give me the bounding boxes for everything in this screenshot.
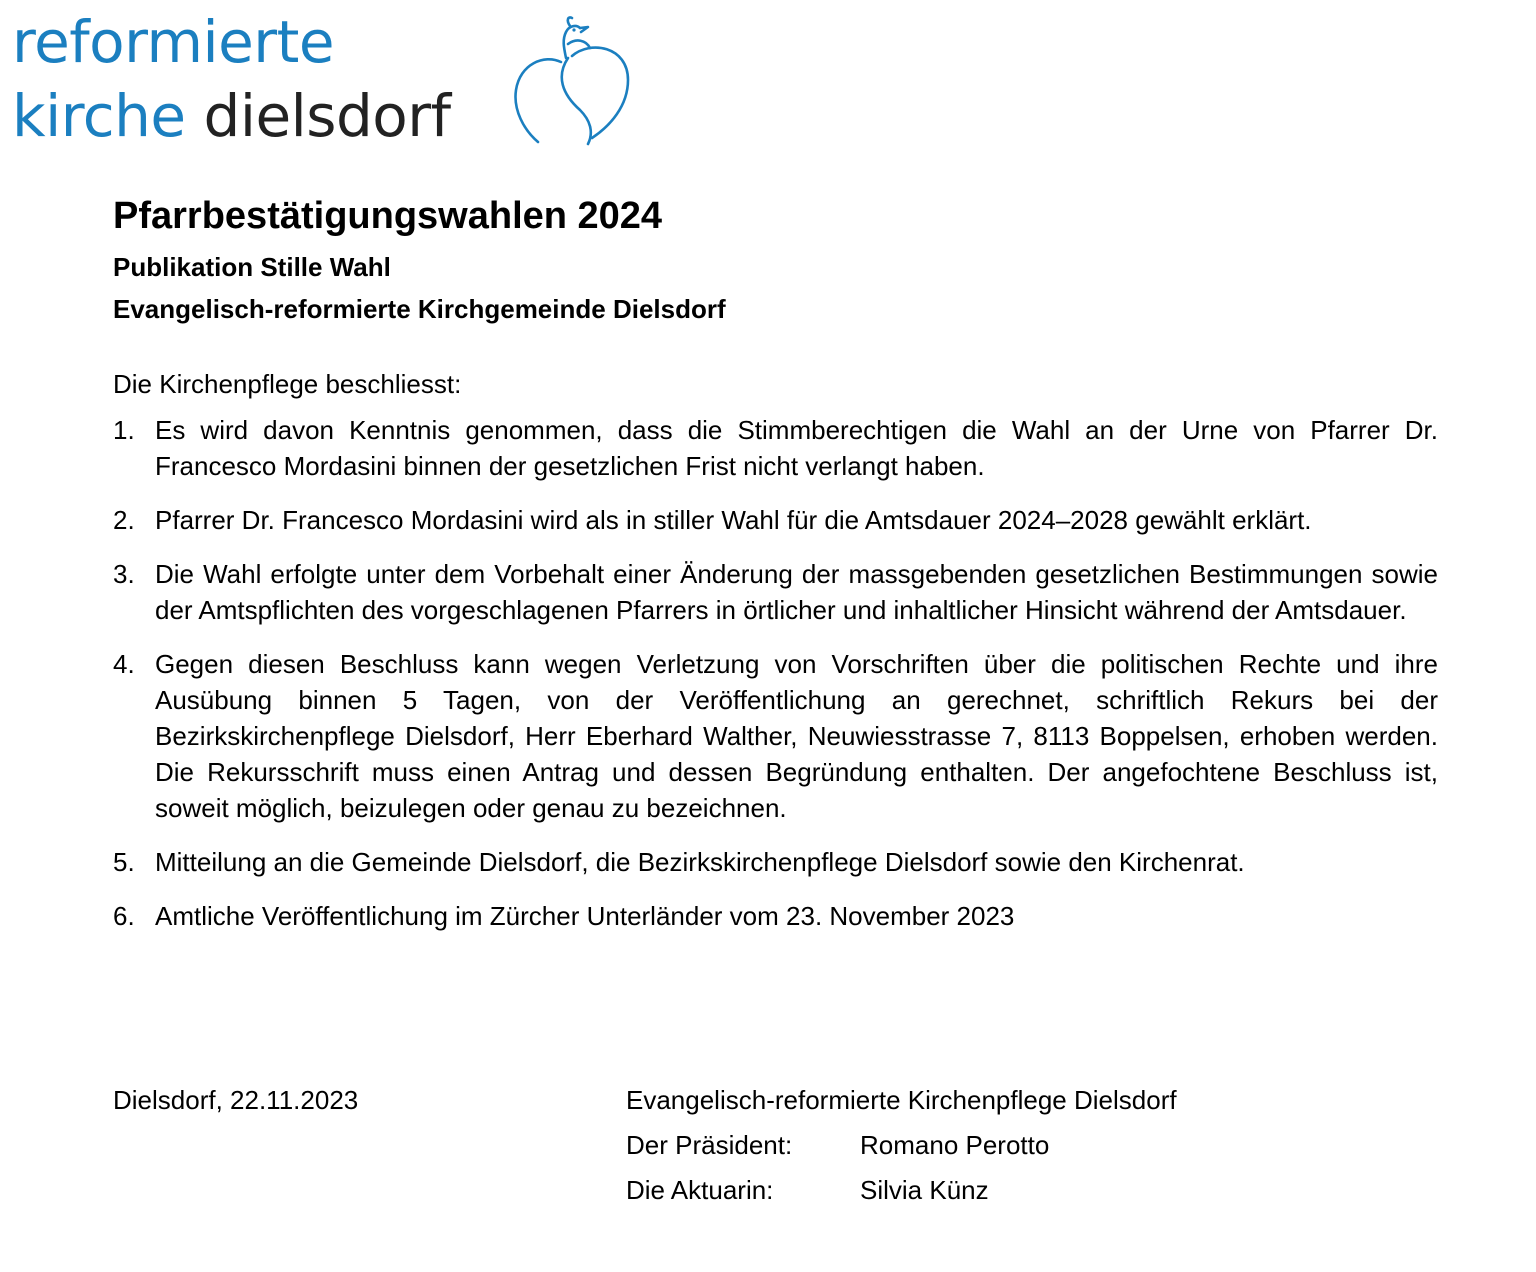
list-item	[113, 412, 1438, 484]
list-item-number: 3.	[113, 559, 135, 589]
page-subtitle: Publikation Stille Wahl	[113, 252, 391, 282]
organization-heading: Evangelisch-reformierte Kirchgemeinde Dielsdorf	[113, 294, 726, 324]
place-date: Dielsdorf, 22.11.2023	[113, 1085, 359, 1115]
signatories	[626, 1078, 1426, 1213]
secretary-label: Die Aktuarin:	[626, 1175, 774, 1205]
list-item-text: Mitteilung an die Gemeinde Dielsdorf, die Bezirkskirchenpflege Dielsdorf sowie den Kirchenrat.	[155, 847, 1245, 877]
list-item-text: Es wird davon Kenntnis genommen, dass die Stimmberechtigen die Wahl an der Urne von Pfarrer Dr. Francesco Mordasini binnen der gesetzlichen Frist nicht verlangt haben.	[155, 415, 1438, 481]
publication	[113, 190, 1438, 952]
list-item-number: 2.	[113, 505, 135, 535]
president-row	[626, 1123, 1426, 1168]
resolution-list	[113, 412, 1438, 934]
logo-text-line-2	[12, 84, 451, 148]
secretary-name: Silvia Künz	[860, 1175, 989, 1205]
list-item-number: 6.	[113, 901, 135, 931]
dove-heart-icon	[506, 10, 636, 150]
list-item-text: Pfarrer Dr. Francesco Mordasini wird als in stiller Wahl für die Amtsdauer 2024–2028 gewählt erklärt.	[155, 505, 1312, 535]
list-item-text: Amtliche Veröffentlichung im Zürcher Unterländer vom 23. November 2023	[155, 901, 1015, 931]
list-item	[113, 556, 1438, 628]
page-title: Pfarrbestätigungswahlen 2024	[113, 195, 663, 237]
logo-text-line-1	[12, 10, 334, 74]
secretary-row	[626, 1168, 1426, 1213]
logo-word-dielsdorf: dielsdorf	[185, 82, 451, 150]
list-item	[113, 502, 1438, 538]
logo	[12, 6, 632, 156]
list-item	[113, 844, 1438, 880]
president-label: Der Präsident:	[626, 1130, 793, 1160]
logo-word-kirche: kirche	[12, 82, 186, 150]
president-name: Romano Perotto	[860, 1130, 1050, 1160]
list-item-number: 1.	[113, 415, 135, 445]
signatory-organization: Evangelisch-reformierte Kirchenpflege Dielsdorf	[626, 1085, 1177, 1115]
list-item-number: 5.	[113, 847, 135, 877]
list-item-text: Gegen diesen Beschluss kann wegen Verletzung von Vorschriften über die politischen Rechte und ihre Ausübung binnen 5 Tagen, von der Veröffentlichung an gerechnet, schriftlich Rekurs bei der Bezirkskirchenpflege Dielsdorf, Herr Eberhard Walther, Neuwiesstrasse 7, 8113 Boppelsen, erhoben werden. Die Rekursschrift muss einen Antrag und dessen Begründung enthalten. Der angefochtene Beschluss ist, soweit möglich, beizulegen oder genau zu bezeichnen.	[155, 649, 1438, 823]
list-item-number: 4.	[113, 649, 135, 679]
list-item	[113, 898, 1438, 934]
list-item-text: Die Wahl erfolgte unter dem Vorbehalt einer Änderung der massgebenden gesetzlichen Bestimmungen sowie der Amtspflichten des vorgeschlagenen Pfarrers in örtlicher und inhaltlicher Hinsicht während der Amtsdauer.	[155, 559, 1438, 625]
intro-text: Die Kirchenpflege beschliesst:	[113, 369, 462, 399]
logo-word-reformierte: reformierte	[12, 8, 335, 76]
list-item	[113, 646, 1438, 826]
